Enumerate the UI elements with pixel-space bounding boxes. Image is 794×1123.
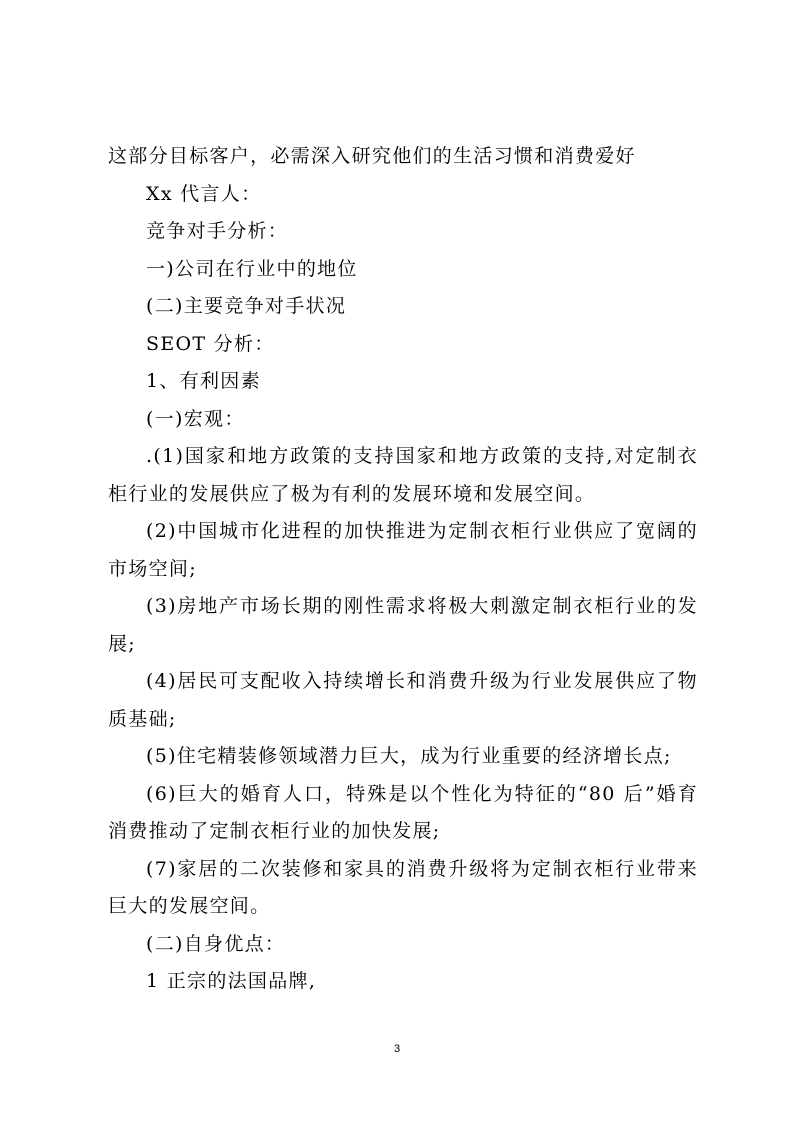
paragraph-item-5: (5)住宅精装修领域潜力巨大，成为行业重要的经济增长点; [146,745,672,767]
paragraph-item-4: (4)居民可支配收入持续增长和消费升级为行业发展供应了物质基础; [108,670,698,730]
paragraph-item-2: (2)中国城市化进程的加快推进为定制衣柜行业供应了宽阔的市场空间; [108,520,698,580]
heading-macro: (一)宏观： [146,407,245,430]
page-number: 3 [393,1043,401,1055]
heading-swot-analysis: SEOT 分析： [146,332,275,355]
paragraph-item-1: .(1)国家和地方政策的支持国家和地方政策的支持,对定制衣柜行业的发展供应了极为有利的发展环境和发展空间。 [108,445,698,505]
heading-favorable-factors: 1、有利因素 [146,370,261,392]
heading-competitor-analysis: 竞争对手分析： [146,220,289,242]
heading-main-competitors: (二)主要竞争对手状况 [146,295,347,317]
paragraph-item-3: (3)房地产市场长期的刚性需求将极大刺激定制衣柜行业的发展; [108,595,698,655]
paragraph-spokesperson: Xx 代言人： [146,182,262,205]
paragraph-item-6: (6)巨大的婚育人口，特殊是以个性化为特征的“80 后”婚育消费推动了定制衣柜行业的加快发展; [108,782,698,842]
heading-own-advantages: (二)自身优点： [146,932,286,955]
paragraph-item-7: (7)家居的二次装修和家具的消费升级将为定制衣柜行业带来巨大的发展空间。 [108,857,698,917]
document-body [108,138,698,1001]
heading-company-position: 一)公司在行业中的地位 [146,257,358,280]
paragraph-target-customers: 这部分目标客户，必需深入研究他们的生活习惯和消费爱好 [108,145,636,167]
paragraph-advantage-1: 1 正宗的法国品牌, [146,970,317,992]
